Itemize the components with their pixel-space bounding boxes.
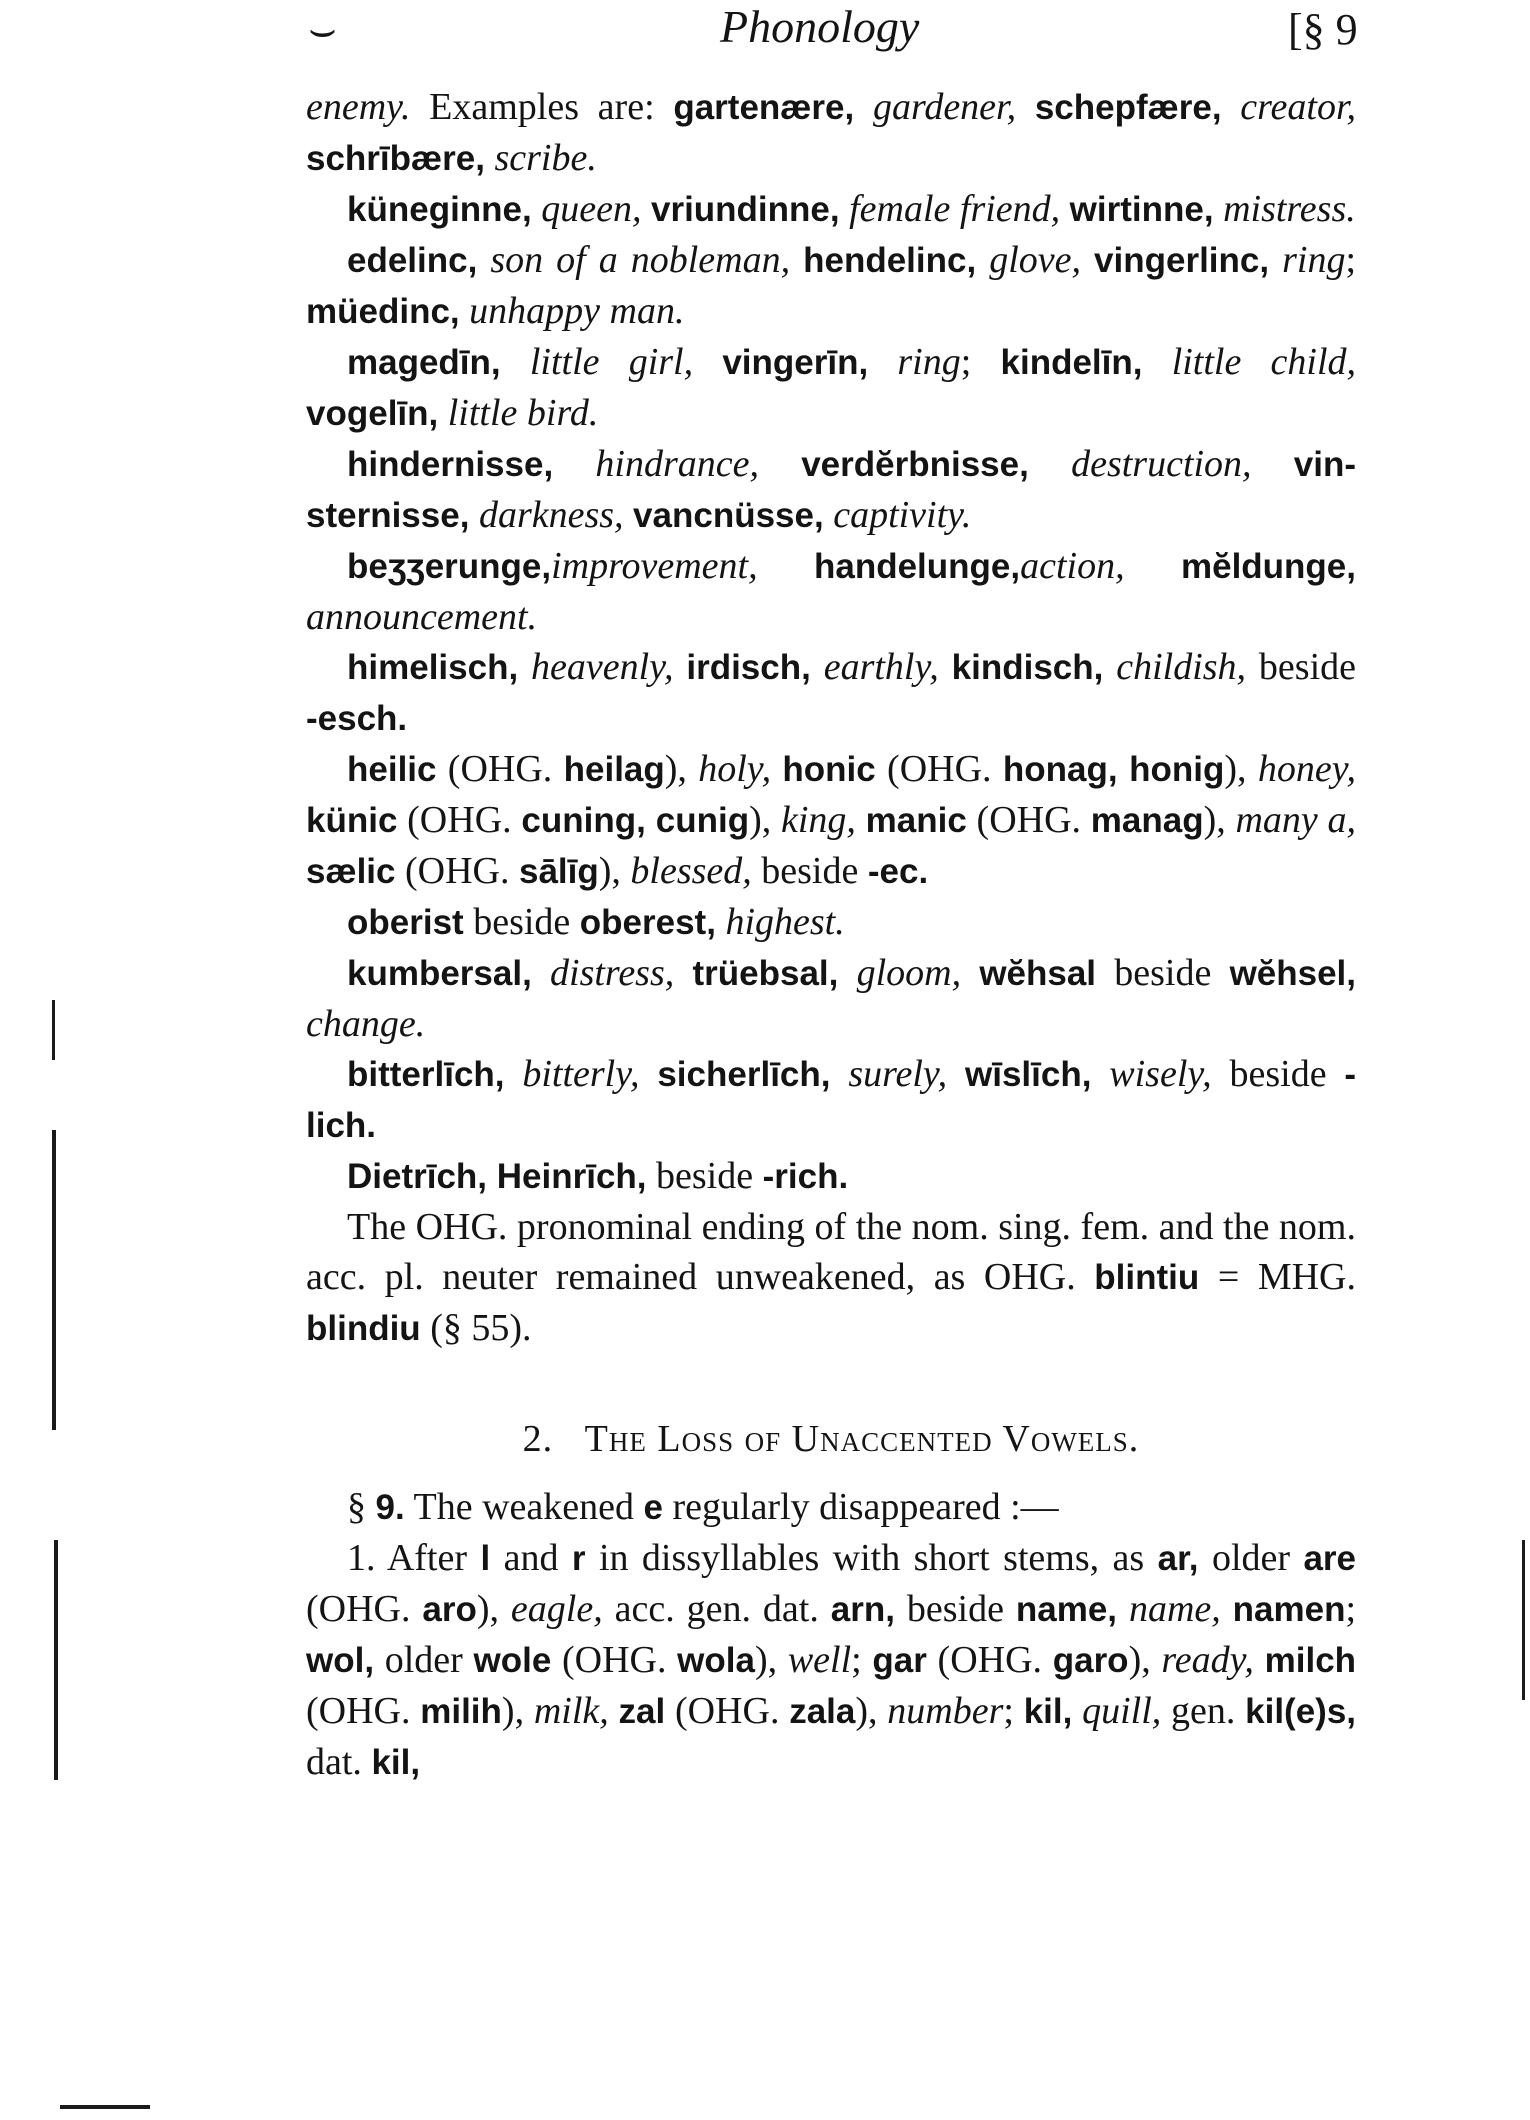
gloss: eagle, xyxy=(510,1588,603,1630)
paragraph-6 xyxy=(306,541,1356,642)
text xyxy=(477,239,490,281)
text: The weakened xyxy=(404,1486,644,1528)
text xyxy=(856,799,866,841)
headword: vancnüsse, xyxy=(633,496,824,535)
gloss: son of a nobleman, xyxy=(490,239,791,281)
gloss: holy, xyxy=(698,748,772,790)
paragraph-12 xyxy=(306,1151,1356,1202)
text: gen. xyxy=(1161,1690,1246,1732)
headword: -esch. xyxy=(306,699,408,738)
text xyxy=(1142,341,1171,383)
paragraph-15 xyxy=(306,1533,1356,1788)
headword: arn, xyxy=(830,1590,895,1629)
headword: gar xyxy=(872,1641,927,1680)
headword: kindelīn, xyxy=(1000,343,1143,382)
headword: edelinc, xyxy=(347,241,478,280)
gloss: many a, xyxy=(1235,799,1357,841)
header-mark: ⌣ xyxy=(308,5,337,54)
headword: wirtinne, xyxy=(1069,190,1214,229)
text: ), xyxy=(1128,1639,1162,1681)
text xyxy=(838,952,856,994)
heading-number: 2. xyxy=(522,1418,554,1460)
text: older xyxy=(1198,1537,1304,1579)
text xyxy=(1214,188,1224,230)
text xyxy=(1081,239,1094,281)
text xyxy=(460,290,470,332)
text xyxy=(759,443,801,485)
headword: zal xyxy=(618,1692,666,1731)
headword: wol, xyxy=(306,1641,375,1680)
text: ), xyxy=(754,1639,788,1681)
headword: hindernisse, xyxy=(347,445,554,484)
gloss: glove, xyxy=(989,239,1082,281)
gloss: number xyxy=(887,1690,1004,1732)
gloss: bitterly, xyxy=(522,1053,640,1095)
scan-mark-left-1 xyxy=(52,1130,56,1430)
paragraph-8 xyxy=(306,744,1356,897)
text xyxy=(1016,86,1035,128)
headword: -lich. xyxy=(306,1055,1357,1145)
paragraph-5 xyxy=(306,439,1356,541)
text xyxy=(790,239,803,281)
gloss: announcement. xyxy=(306,596,538,638)
text: = MHG. xyxy=(1199,1256,1356,1298)
headword: vingerīn, xyxy=(722,343,869,382)
text xyxy=(811,646,824,688)
text: ), xyxy=(476,1588,511,1630)
text xyxy=(1269,239,1282,281)
text: beside xyxy=(894,1588,1016,1630)
gloss: earthly, xyxy=(823,646,939,688)
scan-mark-left-3 xyxy=(52,1000,55,1060)
gloss: female friend, xyxy=(849,188,1061,230)
headword: wole xyxy=(473,1641,552,1680)
text: ; xyxy=(1345,239,1357,281)
gloss: heavenly, xyxy=(531,646,674,688)
gloss: childish, xyxy=(1116,646,1247,688)
gloss: ready, xyxy=(1161,1639,1254,1681)
text: (OHG. xyxy=(926,1639,1053,1681)
text: ), xyxy=(501,1690,534,1732)
gloss: king, xyxy=(780,799,856,841)
text xyxy=(716,901,726,943)
gloss: gardener, xyxy=(872,86,1017,128)
text: beside xyxy=(1246,646,1357,688)
text: ), xyxy=(1224,748,1258,790)
gloss: wisely, xyxy=(1109,1053,1212,1095)
headword: vin-sternisse, xyxy=(306,445,1357,535)
paragraph-1 xyxy=(306,82,1356,184)
text: Examples are: xyxy=(410,86,674,128)
text: beside xyxy=(646,1155,763,1197)
text xyxy=(640,1053,658,1095)
headword: manag xyxy=(1090,801,1204,840)
text: (OHG. xyxy=(665,1690,790,1732)
gloss: little bird. xyxy=(447,392,599,434)
text: ), xyxy=(749,799,781,841)
heading-title: The Loss of Unaccented Vowels. xyxy=(584,1418,1140,1460)
headword: irdisch, xyxy=(686,648,811,687)
text xyxy=(553,443,595,485)
text xyxy=(609,1690,619,1732)
headword: vriundinne, xyxy=(650,190,840,229)
headword: blintiu xyxy=(1094,1258,1200,1297)
headword: hendelinc, xyxy=(803,241,977,280)
page-body xyxy=(306,82,1356,1788)
text: ; xyxy=(851,1639,873,1681)
text: ), xyxy=(855,1690,888,1732)
headword: vingerlinc, xyxy=(1094,241,1270,280)
paragraph-10 xyxy=(306,948,1356,1049)
text: dat. xyxy=(306,1741,372,1783)
text xyxy=(532,952,550,994)
text xyxy=(1222,86,1241,128)
text: ; xyxy=(960,341,1001,383)
text: older xyxy=(374,1639,474,1681)
text: acc. gen. dat. xyxy=(602,1588,831,1630)
scan-mark-left-2 xyxy=(54,1540,58,1780)
headword: sālīg xyxy=(518,852,599,891)
headword: heilic xyxy=(347,750,437,789)
text: (OHG. xyxy=(875,748,1003,790)
text: ), xyxy=(664,748,699,790)
headword: namen xyxy=(1232,1590,1346,1629)
text: (§ 55). xyxy=(420,1307,532,1349)
page-header xyxy=(0,1,1530,64)
headword: handelunge, xyxy=(813,547,1021,586)
paragraph-4 xyxy=(306,337,1356,439)
gloss: ring xyxy=(897,341,961,383)
headword: cuning, cunig xyxy=(521,801,750,840)
headword: kil, xyxy=(371,1743,421,1782)
text xyxy=(1103,646,1116,688)
headword: wīslīch, xyxy=(965,1055,1092,1094)
headword: mĕldunge, xyxy=(1180,547,1357,586)
text: beside xyxy=(463,901,580,943)
text xyxy=(532,188,542,230)
text xyxy=(854,86,873,128)
section-heading xyxy=(306,1414,1356,1464)
text: beside xyxy=(751,850,868,892)
text: and xyxy=(490,1537,572,1579)
text: (OHG. xyxy=(397,799,522,841)
headword: aro xyxy=(422,1590,477,1629)
paragraph-11 xyxy=(306,1049,1356,1151)
gloss: well xyxy=(787,1639,852,1681)
gloss: darkness, xyxy=(478,494,624,536)
text xyxy=(1029,443,1071,485)
headword: wĕhsal xyxy=(979,954,1097,993)
text: The OHG. pronominal ending of the nom. sing. fem. and the nom. acc. pl. neuter remained unweakened, as OHG. xyxy=(306,1206,1356,1298)
text xyxy=(674,952,692,994)
text xyxy=(438,392,448,434)
headword: gartenære, xyxy=(673,88,855,127)
headword: honic xyxy=(782,750,876,789)
headword: milih xyxy=(420,1692,502,1731)
section-reference: [§ 9 xyxy=(1288,5,1358,54)
text xyxy=(1254,1639,1265,1681)
text xyxy=(1252,443,1294,485)
headword: oberest, xyxy=(579,903,716,942)
text: ; xyxy=(1003,1690,1024,1732)
text: (OHG. xyxy=(306,1690,421,1732)
headword: trüebsal, xyxy=(692,954,839,993)
gloss: blessed, xyxy=(630,850,752,892)
headword: kil(e)s, xyxy=(1245,1692,1357,1731)
gloss: surely, xyxy=(848,1053,948,1095)
text xyxy=(505,1053,523,1095)
text: § xyxy=(347,1486,376,1528)
text: ), xyxy=(1203,799,1236,841)
headword: küneginne, xyxy=(347,190,532,229)
text xyxy=(1117,1588,1129,1630)
headword: milch xyxy=(1264,1641,1357,1680)
gloss: ring xyxy=(1282,239,1346,281)
text xyxy=(840,188,850,230)
text xyxy=(1125,545,1181,587)
headword: himelisch, xyxy=(347,648,519,687)
gloss: change. xyxy=(306,1003,426,1045)
text: in dissyllables with short stems, as xyxy=(585,1537,1158,1579)
gloss: gloom, xyxy=(856,952,962,994)
text: 1. After xyxy=(347,1537,481,1579)
gloss: honey, xyxy=(1257,748,1356,790)
gloss: little child, xyxy=(1171,341,1357,383)
headword: e xyxy=(643,1488,663,1527)
text: (OHG. xyxy=(551,1639,678,1681)
headword: vogelīn, xyxy=(306,394,439,433)
headword: zala xyxy=(789,1692,856,1731)
gloss: quill, xyxy=(1082,1690,1162,1732)
text xyxy=(518,646,531,688)
headword: müedinc, xyxy=(306,292,460,331)
text: beside xyxy=(1096,952,1230,994)
text xyxy=(976,239,989,281)
paragraph-9 xyxy=(306,897,1356,948)
text xyxy=(469,494,479,536)
headword: manic xyxy=(865,801,967,840)
headword: garo xyxy=(1052,1641,1129,1680)
gloss: improvement, xyxy=(551,545,758,587)
text xyxy=(939,646,952,688)
text xyxy=(824,494,834,536)
text: (OHG. xyxy=(436,748,564,790)
headword: wĕhsel, xyxy=(1229,954,1357,993)
headword: verdĕrbnisse, xyxy=(801,445,1029,484)
headword: -ec. xyxy=(867,852,929,891)
gloss: scribe. xyxy=(494,137,597,179)
text xyxy=(1221,1588,1233,1630)
text xyxy=(947,1053,965,1095)
text: (OHG. xyxy=(966,799,1091,841)
text xyxy=(624,494,634,536)
text xyxy=(961,952,979,994)
text: (OHG. xyxy=(395,850,519,892)
headword: -rich. xyxy=(762,1157,849,1196)
headword: oberist xyxy=(347,903,464,942)
gloss: mistress. xyxy=(1223,188,1356,230)
gloss: unhappy man. xyxy=(469,290,685,332)
headword: heilag xyxy=(563,750,665,789)
text xyxy=(641,188,651,230)
gloss: highest. xyxy=(725,901,845,943)
text xyxy=(830,1053,848,1095)
running-title: Phonology xyxy=(720,1,920,52)
headword: name, xyxy=(1015,1590,1118,1629)
gloss: destruction, xyxy=(1071,443,1252,485)
gloss: little girl, xyxy=(529,341,694,383)
gloss: enemy. xyxy=(306,86,411,128)
gloss: hindrance, xyxy=(595,443,759,485)
scan-mark-right xyxy=(1522,1540,1525,1700)
headword: schrībære, xyxy=(306,139,485,178)
headword: r xyxy=(571,1539,586,1578)
headword: beʒʒerunge, xyxy=(347,547,552,586)
text xyxy=(758,545,814,587)
headword: blindiu xyxy=(306,1309,421,1348)
gloss: queen, xyxy=(541,188,642,230)
headword: kumbersal, xyxy=(347,954,532,993)
paragraph-3 xyxy=(306,235,1356,337)
headword: sælic xyxy=(306,852,396,891)
gloss: milk, xyxy=(533,1690,609,1732)
section-number: 9. xyxy=(375,1488,405,1527)
headword: wola xyxy=(677,1641,755,1680)
text: ; xyxy=(1345,1588,1357,1630)
text: ), xyxy=(598,850,631,892)
gloss: captivity. xyxy=(833,494,972,536)
paragraph-2 xyxy=(306,184,1356,235)
headword: honag, honig xyxy=(1002,750,1225,789)
headword: bitterlīch, xyxy=(347,1055,505,1094)
headword: kil, xyxy=(1023,1692,1073,1731)
text xyxy=(673,646,686,688)
headword: kindisch, xyxy=(951,648,1104,687)
gloss: creator, xyxy=(1240,86,1357,128)
scan-mark-bottom xyxy=(60,2105,150,2109)
headword: l xyxy=(480,1539,491,1578)
text xyxy=(693,341,722,383)
text: beside xyxy=(1211,1053,1345,1095)
text xyxy=(501,341,530,383)
text xyxy=(868,341,897,383)
text: (OHG. xyxy=(306,1588,423,1630)
paragraph-7 xyxy=(306,642,1356,744)
headword: künic xyxy=(306,801,398,840)
text xyxy=(1072,1690,1082,1732)
headword: Dietrīch, Heinrīch, xyxy=(347,1157,647,1196)
text xyxy=(1091,1053,1109,1095)
text: regularly disappeared :— xyxy=(662,1486,1059,1528)
headword: magedīn, xyxy=(347,343,501,382)
gloss: name, xyxy=(1128,1588,1221,1630)
headword: ar, xyxy=(1157,1539,1199,1578)
headword: sicherlīch, xyxy=(657,1055,831,1094)
headword: are xyxy=(1303,1539,1357,1578)
text xyxy=(1060,188,1070,230)
paragraph-14 xyxy=(306,1482,1356,1533)
text xyxy=(771,748,782,790)
gloss: action, xyxy=(1020,545,1125,587)
gloss: distress, xyxy=(550,952,675,994)
headword: schepfære, xyxy=(1034,88,1222,127)
paragraph-13 xyxy=(306,1202,1356,1354)
